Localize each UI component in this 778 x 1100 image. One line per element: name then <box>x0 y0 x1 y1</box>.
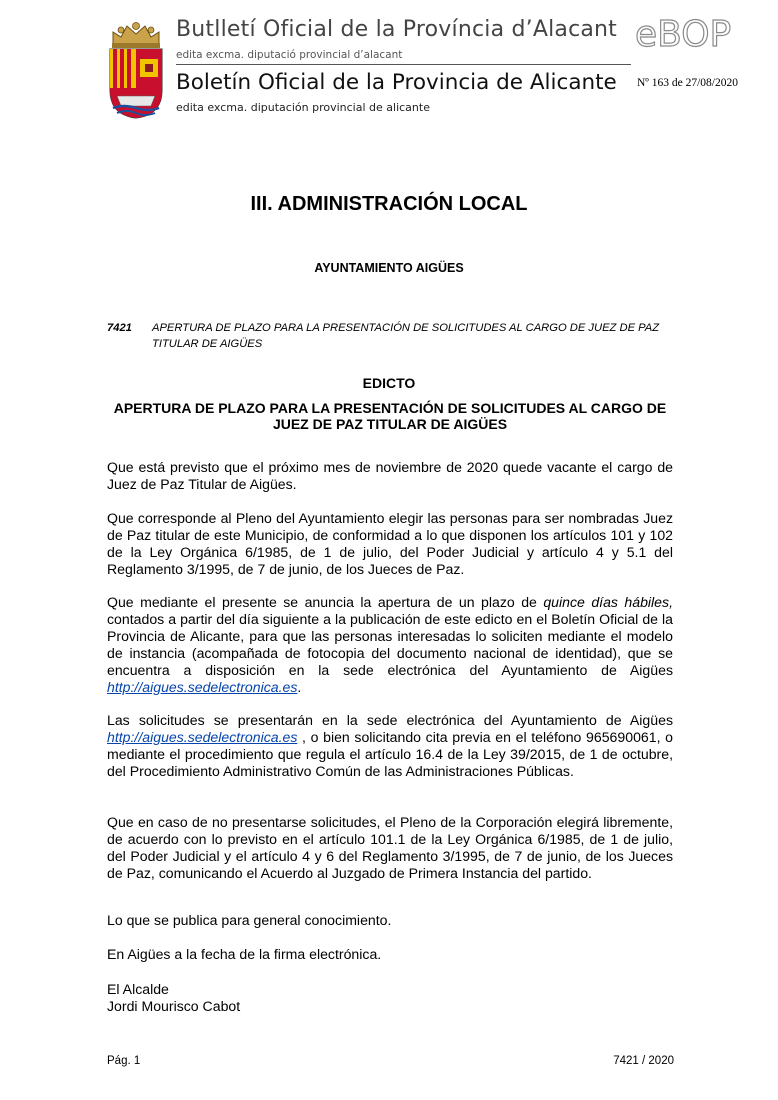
bulletin-title-valencian: Butlletí Oficial de la Província d’Alacant <box>176 17 618 42</box>
section-title: III. ADMINISTRACIÓN LOCAL <box>250 193 528 215</box>
announcement-text: APERTURA DE PLAZO PARA LA PRESENTACIÓN DE SOLICITUDES AL CARGO DE JUEZ DE PAZ TITULAR DE AIGÜES <box>152 322 660 350</box>
ebop-logo-text: eBOP <box>635 14 732 52</box>
signatory-name: Jordi Mourisco Cabot <box>107 998 241 1014</box>
paragraph-text: contados a partir del día siguiente a la publicación de este edicto en el Boletín Oficial de la Provincia de Alicante, para que las personas interesadas lo soliciten mediante el modelo de instancia (acompañada de fotocopia del documento nacional de identidad), que se encuentra a disposición en la sede electrónica del Ayuntamiento de Aigües <box>107 610 673 678</box>
paragraph-vacancy: Que está previsto que el próximo mes de noviembre de 2020 quede vacante el cargo de Juez de Paz Titular de Aigües. <box>107 459 673 492</box>
page-number: Pág. 1 <box>107 1055 141 1067</box>
document-reference: 7421 / 2020 <box>613 1055 674 1067</box>
ebop-logo <box>633 14 749 52</box>
bulletin-title-spanish: Boletín Oficial de la Provincia de Alicante <box>176 70 617 95</box>
paragraph-submission <box>107 712 673 780</box>
header-divider <box>176 64 631 65</box>
period-emphasis: quince días hábiles, <box>543 594 673 610</box>
paragraph-application-period <box>107 594 673 695</box>
paragraph-text: Que mediante el presente se anuncia la apertura de un plazo de <box>107 594 544 610</box>
paragraph-text: , o bien solicitando cita previa en el teléfono 965690061, o mediante el procedimiento que regula el artículo 16.4 de la Ley 39/2015, de 1 de octubre, del Procedimiento Administrativo Común de las Administraciones Públicas. <box>107 728 673 779</box>
coat-of-arms-logo <box>107 18 165 120</box>
announcement-summary <box>107 320 667 352</box>
signatory-role: El Alcalde <box>107 981 169 997</box>
sede-electronica-link[interactable]: http://aigues.sedelectronica.es <box>107 678 298 695</box>
paragraph-publication: Lo que se publica para general conocimiento. <box>107 912 392 928</box>
paragraph-competence: Que corresponde al Pleno del Ayuntamiento elegir las personas para ser nombradas Juez de Paz titular de este Municipio, de conformidad a lo que disponen los artículos 101 y 102 de la Ley Orgánica 6/1985, de 1 de julio, del Poder Judicial y artículo 4 y 5.1 del Reglamento 3/1995, de 7 de junio, de los Jueces de Paz. <box>107 510 673 577</box>
bulletin-subtitle-spanish: edita excma. diputación provincial de alicante <box>176 101 430 114</box>
bulletin-subtitle-valencian: edita excma. diputació provincial d’alacant <box>176 49 403 61</box>
paragraph-place-date: En Aigües a la fecha de la firma electrónica. <box>107 946 382 962</box>
entity-name: AYUNTAMIENTO AIGÜES <box>314 261 464 275</box>
sede-electronica-link[interactable]: http://aigues.sedelectronica.es <box>107 728 298 745</box>
paragraph-no-applications: Que en caso de no presentarse solicitudes, el Pleno de la Corporación elegirá libremente, de acuerdo con lo previsto en el artículo 101.1 de la Ley Orgánica 6/1985, de 1 de julio, del Poder Judicial y el artículo 4 y 6 del Reglamento 3/1995, de 7 de junio, de los Jueces de Paz, comunicando el Acuerdo al Juzgado de Primera Instancia del partido. <box>107 814 673 881</box>
edict-title: APERTURA DE PLAZO PARA LA PRESENTACIÓN DE SOLICITUDES AL CARGO DE JUEZ DE PAZ TITULAR DE AIGÜES <box>113 400 667 432</box>
issue-number: Nº 163 de 27/08/2020 <box>637 77 738 89</box>
paragraph-text: . <box>297 678 302 695</box>
announcement-number: 7421 <box>107 322 132 334</box>
paragraph-text: Las solicitudes se presentarán en la sede electrónica del Ayuntamiento de Aigües <box>107 712 673 728</box>
edict-label: EDICTO <box>362 375 416 391</box>
